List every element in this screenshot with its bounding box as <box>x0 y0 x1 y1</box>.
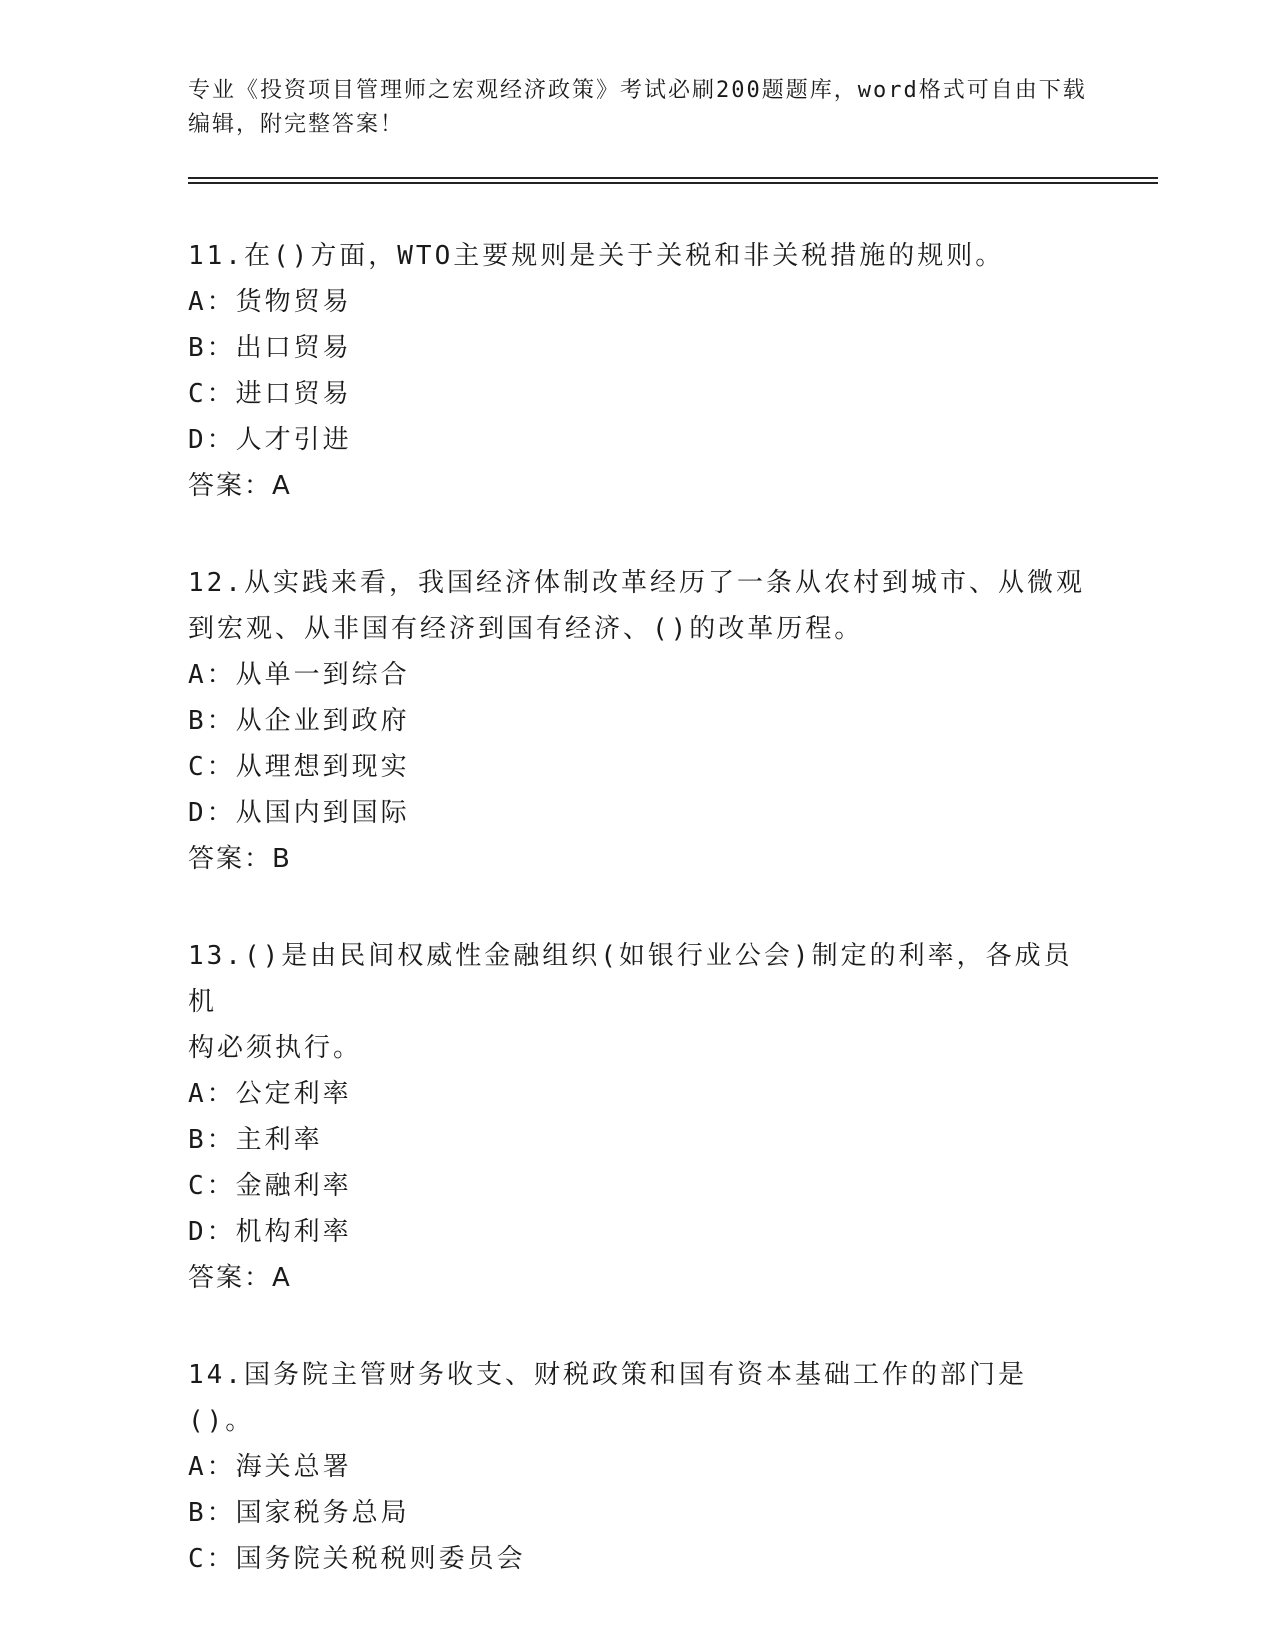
header-rule-top <box>188 177 1158 179</box>
option-d: D：机构利率 <box>188 1217 352 1247</box>
option-a: A：从单一到综合 <box>188 660 410 690</box>
answer: 答案：A <box>188 1263 292 1293</box>
option-c: C：金融利率 <box>188 1171 352 1201</box>
option-d: D：从国内到国际 <box>188 798 410 828</box>
option-b: B：出口贸易 <box>188 333 352 363</box>
document-header <box>188 74 1088 142</box>
question-block <box>188 1352 1088 1582</box>
question-stem: 12.从实践来看，我国经济体制改革经历了一条从农村到城市、从微观 <box>188 568 1085 598</box>
question-stem-continued: 到宏观、从非国有经济到国有经济、()的改革历程。 <box>188 614 864 644</box>
header-rule-bottom <box>188 182 1158 184</box>
header-text: 专业《投资项目管理师之宏观经济政策》考试必刷200题题库，word格式可自由下载编辑，附完整答案！ <box>188 78 1087 137</box>
option-b: B：从企业到政府 <box>188 706 410 736</box>
option-d: D：人才引进 <box>188 425 352 455</box>
question-stem: 14.国务院主管财务收支、财税政策和国有资本基础工作的部门是()。 <box>188 1360 1027 1436</box>
question-stem: 13.()是由民间权威性金融组织(如银行业公会)制定的利率，各成员机 <box>188 941 1073 1017</box>
option-c: C：进口贸易 <box>188 379 352 409</box>
answer: 答案：A <box>188 471 292 501</box>
question-block <box>188 933 1088 1301</box>
option-c: C：国务院关税税则委员会 <box>188 1544 526 1574</box>
question-stem: 11.在()方面，WTO主要规则是关于关税和非关税措施的规则。 <box>188 241 1005 271</box>
question-block <box>188 233 1088 509</box>
option-a: A：公定利率 <box>188 1079 352 1109</box>
question-stem-continued: 构必须执行。 <box>188 1033 363 1063</box>
option-c: C：从理想到现实 <box>188 752 410 782</box>
question-list <box>188 233 1088 1633</box>
option-b: B：主利率 <box>188 1125 323 1155</box>
question-block <box>188 560 1088 882</box>
option-a: A：货物贸易 <box>188 287 352 317</box>
option-a: A：海关总署 <box>188 1452 352 1482</box>
option-b: B：国家税务总局 <box>188 1498 410 1528</box>
answer: 答案：B <box>188 844 292 874</box>
